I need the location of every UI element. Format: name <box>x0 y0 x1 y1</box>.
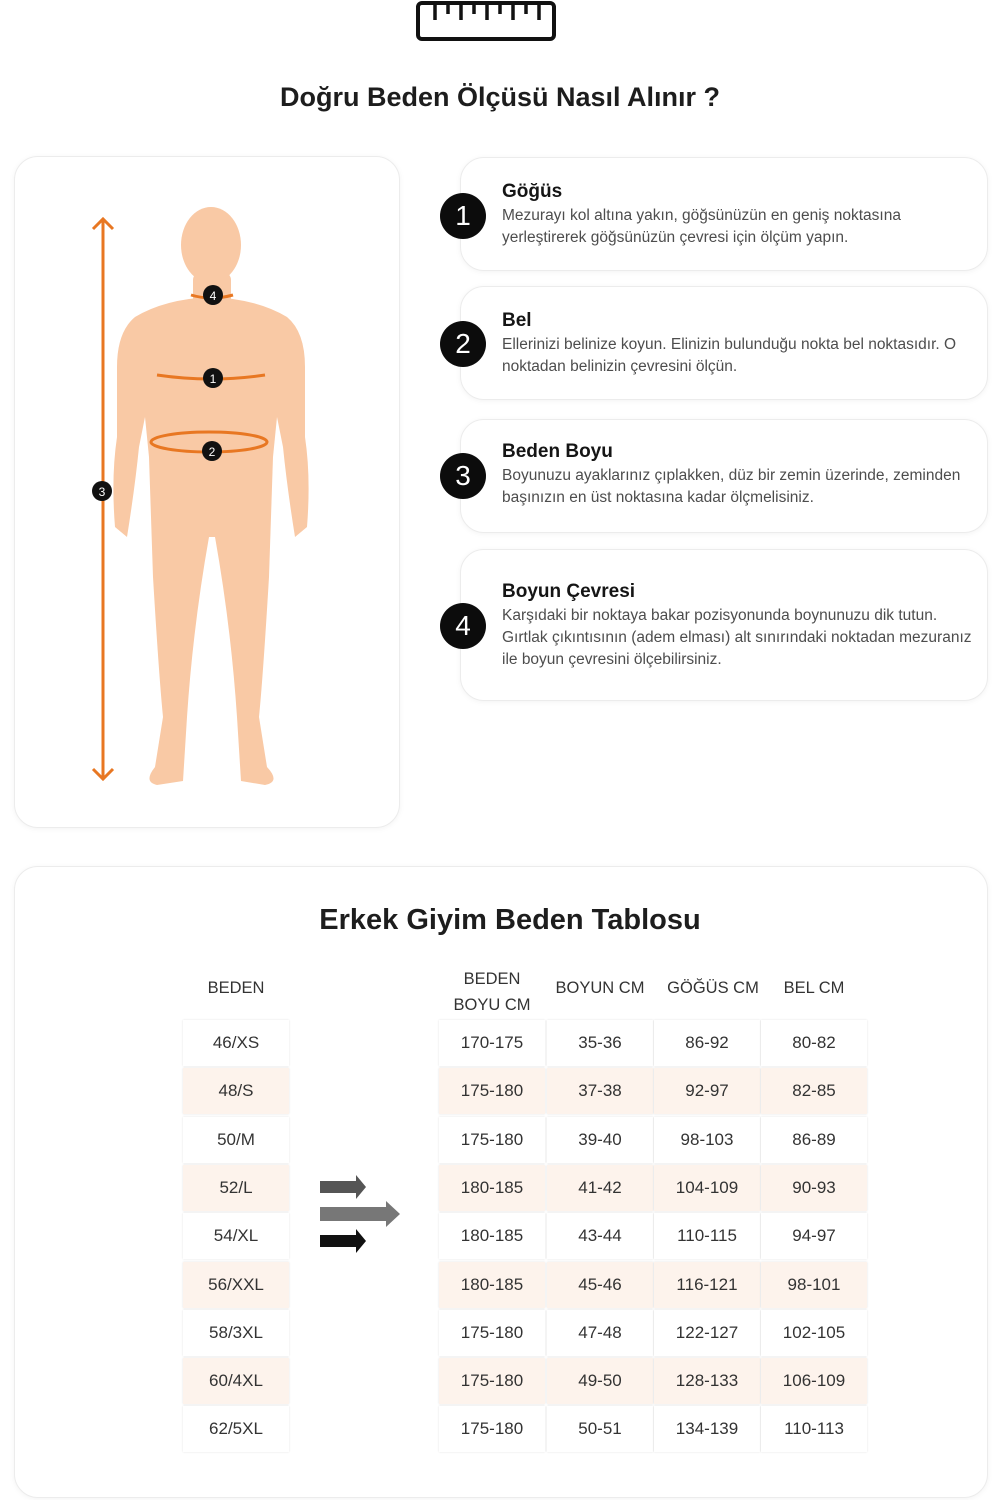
cell-size: 46/XS <box>183 1020 289 1066</box>
cell-waist: 110-113 <box>761 1406 867 1452</box>
cell-height: 170-175 <box>439 1020 545 1066</box>
cell-chest: 116-121 <box>654 1262 760 1308</box>
cell-neck: 35-36 <box>547 1020 653 1066</box>
body-figure-panel <box>14 156 400 828</box>
step-number-badge: 3 <box>440 453 486 499</box>
svg-text:2: 2 <box>208 445 216 459</box>
cell-neck: 41-42 <box>547 1165 653 1211</box>
cell-size: 50/M <box>183 1117 289 1163</box>
step-description: Boyunuzu ayaklarınız çıplakken, düz bir zemin üzerinde, zeminden başınızın en üst noktasına kadar ölçmelisiniz. <box>502 467 961 506</box>
cell-height: 175-180 <box>439 1310 545 1356</box>
marker-3 <box>92 481 112 501</box>
cell-neck: 43-44 <box>547 1213 653 1259</box>
column-header-size: BEDEN <box>207 979 265 997</box>
cell-waist: 80-82 <box>761 1020 867 1066</box>
step-number-badge: 4 <box>440 603 486 649</box>
cell-waist: 90-93 <box>761 1165 867 1211</box>
step-description: Karşıdaki bir noktaya bakar pozisyonunda boynunuzu dik tutun. Gırtlak çıkıntısının (adem elması) alt sınırındaki noktadan mezuranız ile boyun çevresini ölçebilirsiniz. <box>502 607 972 668</box>
cell-chest: 86-92 <box>654 1020 760 1066</box>
cell-size: 52/L <box>183 1165 289 1211</box>
svg-text:3: 3 <box>98 485 106 499</box>
cell-neck: 47-48 <box>547 1310 653 1356</box>
cell-height: 175-180 <box>439 1117 545 1163</box>
cell-chest: 92-97 <box>654 1068 760 1114</box>
cell-height: 180-185 <box>439 1165 545 1211</box>
cell-height: 180-185 <box>439 1262 545 1308</box>
column-header-neck: BOYUN CM <box>555 979 645 997</box>
step-number-badge: 2 <box>440 321 486 367</box>
cell-waist: 82-85 <box>761 1068 867 1114</box>
step-description: Mezurayı kol altına yakın, göğsünüzün en geniş noktasına yerleştirerek göğsünüzün çevresi için ölçüm yapın. <box>502 207 901 246</box>
cell-waist: 102-105 <box>761 1310 867 1356</box>
cell-chest: 104-109 <box>654 1165 760 1211</box>
cell-size: 54/XL <box>183 1213 289 1259</box>
cell-height: 175-180 <box>439 1406 545 1452</box>
cell-waist: 98-101 <box>761 1262 867 1308</box>
cell-neck: 39-40 <box>547 1117 653 1163</box>
cell-neck: 50-51 <box>547 1406 653 1452</box>
marker-1 <box>203 368 223 388</box>
cell-waist: 106-109 <box>761 1358 867 1404</box>
cell-size: 62/5XL <box>183 1406 289 1452</box>
ruler-icon <box>415 0 557 42</box>
cell-height: 175-180 <box>439 1068 545 1114</box>
step-title: Göğüs <box>502 181 563 202</box>
cell-chest: 134-139 <box>654 1406 760 1452</box>
cell-waist: 94-97 <box>761 1213 867 1259</box>
cell-chest: 122-127 <box>654 1310 760 1356</box>
cell-size: 48/S <box>183 1068 289 1114</box>
cell-size: 56/XXL <box>183 1262 289 1308</box>
body-figure <box>15 157 399 827</box>
step-title: Beden Boyu <box>502 441 613 462</box>
cell-waist: 86-89 <box>761 1117 867 1163</box>
cell-neck: 37-38 <box>547 1068 653 1114</box>
cell-size: 60/4XL <box>183 1358 289 1404</box>
cell-height: 180-185 <box>439 1213 545 1259</box>
column-header-waist: BEL CM <box>783 979 845 997</box>
step-description: Ellerinizi belinize koyun. Elinizin bulunduğu nokta bel noktasıdır. O noktadan belinizin çevresini ölçün. <box>502 336 957 375</box>
step-number-badge: 1 <box>440 193 486 239</box>
cell-neck: 45-46 <box>547 1262 653 1308</box>
column-header-chest: GÖĞÜS CM <box>667 979 759 997</box>
svg-text:4: 4 <box>209 289 217 303</box>
cell-chest: 110-115 <box>654 1213 760 1259</box>
cell-size: 58/3XL <box>183 1310 289 1356</box>
cell-neck: 49-50 <box>547 1358 653 1404</box>
step-title: Boyun Çevresi <box>502 581 636 602</box>
right-arrows-icon <box>318 1173 402 1255</box>
cell-chest: 128-133 <box>654 1358 760 1404</box>
cell-chest: 98-103 <box>654 1117 760 1163</box>
step-title: Bel <box>502 310 532 331</box>
page-title: Doğru Beden Ölçüsü Nasıl Alınır ? <box>279 82 721 112</box>
marker-4 <box>203 285 223 305</box>
svg-text:1: 1 <box>209 372 217 386</box>
size-table-title: Erkek Giyim Beden Tablosu <box>319 904 701 936</box>
cell-height: 175-180 <box>439 1358 545 1404</box>
column-header-height: BEDEN BOYU CM <box>453 970 531 1014</box>
marker-2 <box>202 441 222 461</box>
